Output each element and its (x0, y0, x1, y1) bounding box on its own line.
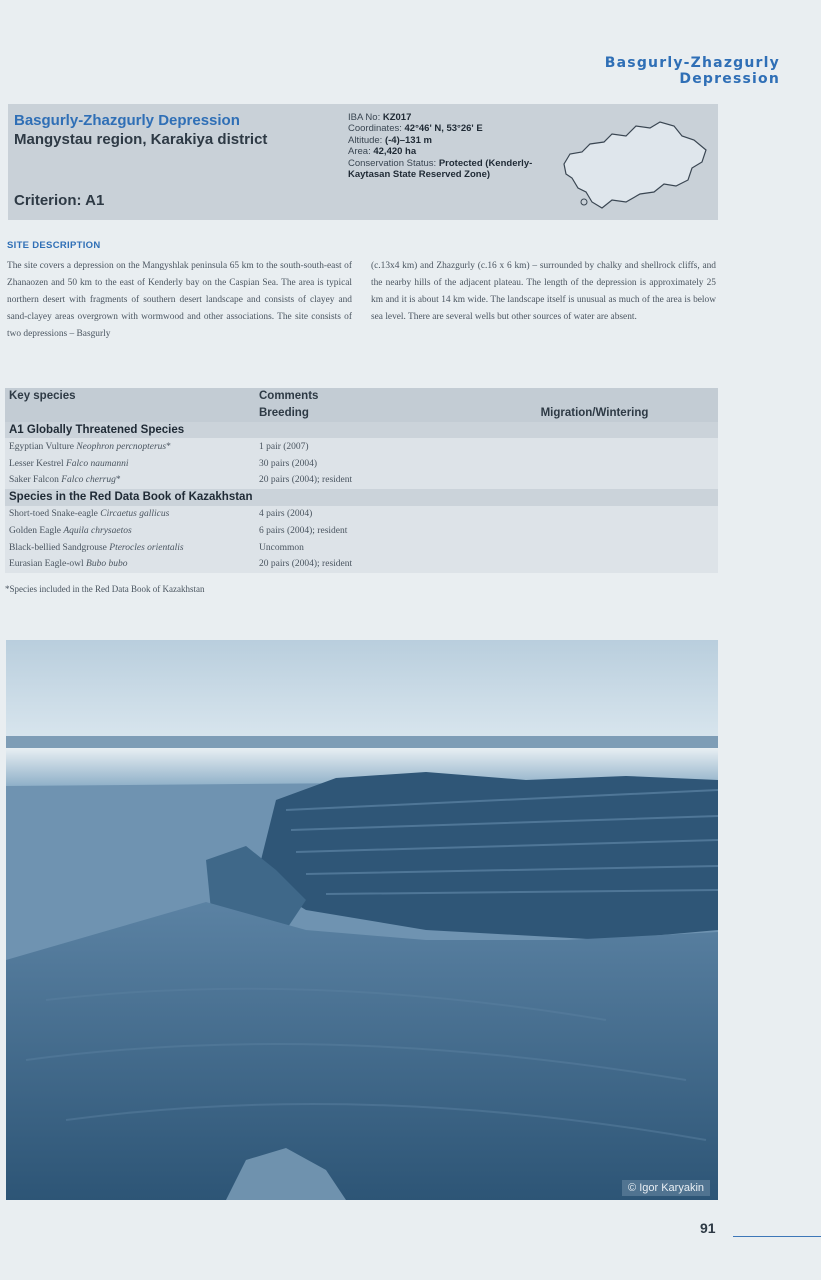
species-latin-name: Falco naumanni (65, 458, 129, 469)
header-breeding: Breeding (255, 405, 471, 422)
species-latin-name: Falco cherrug (61, 475, 116, 486)
site-facts (348, 112, 548, 180)
species-common-name: Golden Eagle (9, 525, 61, 536)
species-common-name: Egyptian Vulture (9, 441, 74, 452)
species-latin-name: Bubo bubo (86, 559, 128, 570)
migration-cell (471, 472, 718, 489)
breeding-cell: Uncommon (255, 539, 471, 556)
breeding-cell: 6 pairs (2004); resident (255, 522, 471, 539)
running-header: Basgurly-Zhazgurly Depression (604, 55, 780, 87)
site-description-column-2: (c.13x4 km) and Zhazgurly (c.16 x 6 km) – surrounded by chalky and shellrock cliffs, and the nearby hills of the adjacent plateau. The length of the depression is approximately 25 km and it is about 14 km wide. The landscape itself is unusual as much of the area is below sea level. There are several wells but other sources of water are absent. (371, 261, 716, 322)
migration-cell (471, 506, 718, 523)
landscape-photo-drawing (6, 640, 718, 1200)
species-group-title: Species in the Red Data Book of Kazakhstan (5, 489, 718, 506)
site-region: Mangystau region, Karakiya district (14, 131, 268, 148)
species-group-title: A1 Globally Threatened Species (5, 422, 718, 439)
coordinates: Coordinates: 42°46' N, 53°26' E (348, 123, 483, 135)
migration-cell (471, 522, 718, 539)
table-row (5, 472, 718, 489)
area: Area: 42,420 ha (348, 146, 417, 158)
kazakhstan-locator-map (556, 116, 712, 212)
species-common-name: Lesser Kestrel (9, 458, 64, 469)
breeding-cell: 20 pairs (2004); resident (255, 472, 471, 489)
species-name-cell (5, 556, 255, 573)
table-row (5, 506, 718, 523)
species-name-cell (5, 438, 255, 455)
breeding-cell: 1 pair (2007) (255, 438, 471, 455)
species-common-name: Saker Falcon (9, 475, 59, 486)
table-row (5, 556, 718, 573)
table-row (5, 539, 718, 556)
migration-cell (471, 556, 718, 573)
altitude: Altitude: (-4)–131 m (348, 134, 432, 146)
red-data-book-mark: * (166, 441, 171, 452)
species-name-cell (5, 472, 255, 489)
species-latin-name: Circaetus gallicus (100, 508, 170, 519)
site-criterion: Criterion: A1 (14, 192, 105, 209)
species-latin-name: Neophron percnopterus (76, 441, 167, 452)
key-species-table (5, 388, 718, 573)
species-group-row (5, 422, 718, 439)
breeding-cell: 30 pairs (2004) (255, 455, 471, 472)
table-row (5, 455, 718, 472)
table-row (5, 438, 718, 455)
page-number: 91 (700, 1220, 716, 1236)
table-footnote: *Species included in the Red Data Book of Kazakhstan (5, 584, 205, 594)
table-subheader-row (5, 405, 718, 422)
page-number-rule (733, 1236, 821, 1237)
red-data-book-mark: * (115, 475, 121, 486)
header-key-species: Key species (5, 388, 255, 405)
header-comments: Comments (255, 388, 471, 405)
migration-cell (471, 455, 718, 472)
header-migration: Migration/Wintering (471, 405, 718, 422)
species-name-cell (5, 522, 255, 539)
site-description-column-1: The site covers a depression on the Mangyshlak peninsula 65 km to the south-south-east of Zhanaozen and 50 km to the east of Kenderly bay on the Caspian Sea. The area is typical northern desert with fragments of southern desert landscape and consists of clayey and sand-clayey areas overgrown with wormwood and other associations. The site consists of two depressions – Basgurly (7, 261, 352, 339)
table-row (5, 522, 718, 539)
migration-cell (471, 438, 718, 455)
species-group-row (5, 489, 718, 506)
breeding-cell: 20 pairs (2004); resident (255, 556, 471, 573)
site-title: Basgurly-Zhazgurly Depression (14, 112, 240, 129)
migration-cell (471, 539, 718, 556)
species-latin-name: Aquila chrysaetos (63, 525, 132, 536)
landscape-photo (6, 640, 718, 1200)
species-common-name: Short-toed Snake-eagle (9, 508, 98, 519)
breeding-cell: 4 pairs (2004) (255, 506, 471, 523)
species-common-name: Eurasian Eagle-owl (9, 559, 84, 570)
species-common-name: Black-bellied Sandgrouse (9, 542, 107, 553)
species-name-cell (5, 506, 255, 523)
photo-credit: © Igor Karyakin (622, 1180, 710, 1196)
iba-number: IBA No: KZ017 (348, 112, 412, 123)
conservation-status: Conservation Status: Protected (Kenderly-Kaytasan State Reserved Zone) (348, 157, 533, 181)
species-name-cell (5, 539, 255, 556)
table-header-row (5, 388, 718, 405)
site-info-box (8, 104, 718, 220)
species-latin-name: Pterocles orientalis (109, 542, 184, 553)
species-name-cell (5, 455, 255, 472)
site-description-heading: SITE DESCRIPTION (7, 240, 101, 251)
